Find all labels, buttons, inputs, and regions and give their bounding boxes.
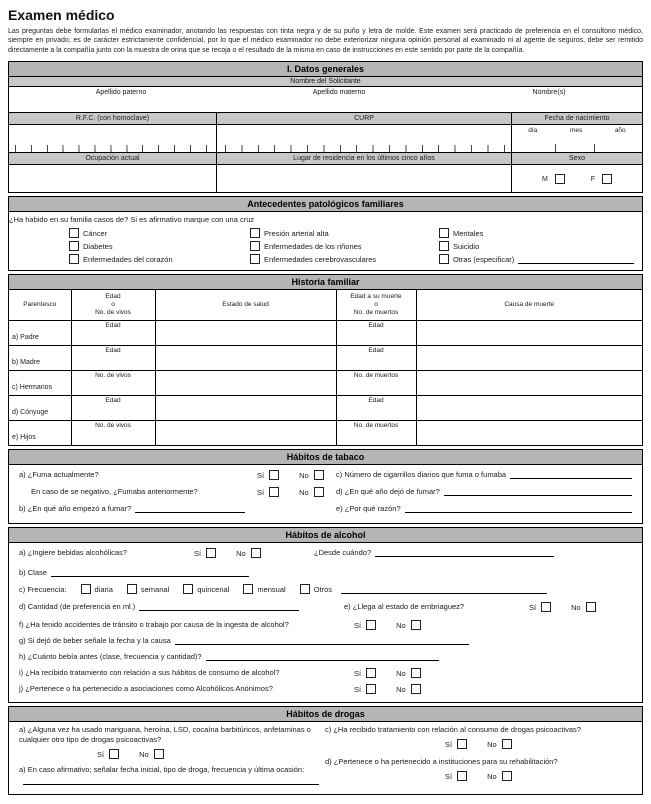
fuma-actualmente-label: a) ¿Fuma actualmente? <box>19 470 99 480</box>
suicidio-label: Suicidio <box>453 241 480 251</box>
section-historia-familiar <box>8 274 643 446</box>
section-alcohol <box>8 527 643 703</box>
parentesco-hijos: e) Hijos <box>9 420 71 445</box>
curp-header: CURP <box>216 113 511 124</box>
anio-label: año <box>614 127 626 135</box>
estado-salud-cell[interactable] <box>155 395 336 420</box>
presion-arterial-label: Presión arterial alta <box>264 228 329 238</box>
checkbox-diaria[interactable] <box>81 584 91 594</box>
embriaguez-si-no: Sí No <box>529 602 596 612</box>
edad-cell[interactable]: Edad <box>71 320 155 345</box>
apellido-materno-label: Apellido materno <box>312 89 366 97</box>
residencia-header: Lugar de residencia en los últimos cinco años <box>216 153 511 164</box>
tratamiento-drogas-si-no: Sí No <box>445 739 636 749</box>
causa-muerte-cell[interactable] <box>416 395 642 420</box>
caso-afirmativo-line[interactable] <box>23 776 319 785</box>
section-header-alcohol: Hábitos de alcohol <box>9 528 642 543</box>
no-checkbox[interactable] <box>411 684 421 694</box>
checkbox-quincenal[interactable] <box>183 584 193 594</box>
no-checkbox[interactable] <box>314 487 324 497</box>
si-checkbox[interactable] <box>457 739 467 749</box>
edad-muerte-cell[interactable]: No. de muertos <box>336 370 416 395</box>
accidentes-transito-si-no: Sí No <box>354 620 421 630</box>
frecuencia-label: c) Frecuencia: <box>19 584 67 594</box>
checkbox-suicidio[interactable] <box>439 241 449 251</box>
cantidad-line[interactable] <box>139 602 299 611</box>
section-header-drogas: Hábitos de drogas <box>9 707 642 722</box>
checkbox-cancer[interactable] <box>69 228 79 238</box>
parentesco-madre: b) Madre <box>9 345 71 370</box>
curp-character-ticks[interactable] <box>225 145 507 152</box>
edad-muerte-cell[interactable]: Edad <box>336 345 416 370</box>
si-checkbox[interactable] <box>206 548 216 558</box>
tratamiento-drogas-label: c) ¿Ha recibido tratamiento con relación al consumo de drogas psicoactivas? <box>325 725 581 735</box>
rehabilitacion-si-no: Sí No <box>445 771 636 781</box>
col-edad-muerte: Edad a su muerte o No. de muertos <box>336 290 416 320</box>
checkbox-otras[interactable] <box>439 254 449 264</box>
parentesco-padre: a) Padre <box>9 320 71 345</box>
anio-dejo-fumar-line[interactable] <box>444 487 632 496</box>
section-tabaco <box>8 449 643 524</box>
edad-cell[interactable]: No. de vivos <box>71 420 155 445</box>
drogas-left-column <box>9 725 319 789</box>
por-que-razon-group <box>336 504 632 513</box>
no-checkbox[interactable] <box>314 470 324 480</box>
uso-drogas-label: a) ¿Alguna vez ha usado mariguana, heroína, LSD, cocaína barbitúricos, anfetaminas o cualquier otro tipo de drogas psicoactivas? <box>19 725 311 745</box>
por-que-razon-label: e) ¿Por qué razón? <box>336 504 401 514</box>
cancer-label: Cáncer <box>83 228 108 238</box>
embriaguez-label: e) ¿Llega al estado de embriaguez? <box>344 602 465 612</box>
fumaba-anteriormente-label: En caso de se negativo, ¿Fumaba anteriormente? <box>31 487 198 497</box>
parentesco-conyuge: d) Cónyuge <box>9 395 71 420</box>
si-checkbox[interactable] <box>457 771 467 781</box>
rfc-character-ticks[interactable] <box>15 145 212 152</box>
fecha-separator-ticks <box>512 144 642 152</box>
edad-muerte-cell[interactable]: No. de muertos <box>336 420 416 445</box>
anio-empezo-fumar-label: b) ¿En qué año empezó a fumar? <box>19 504 132 514</box>
alcohol-body <box>9 543 642 702</box>
si-checkbox[interactable] <box>109 749 119 759</box>
estado-salud-cell[interactable] <box>155 370 336 395</box>
sexo-m-group <box>542 174 565 184</box>
residencia-input[interactable] <box>216 165 511 192</box>
rfc-header: R.F.C. (con homoclave) <box>9 113 216 124</box>
mentales-label: Mentales <box>453 228 484 238</box>
cigarrillos-diarios-label: c) Número de cigarrillos diarios que fuma o fumaba <box>336 470 507 480</box>
no-checkbox[interactable] <box>502 739 512 749</box>
si-checkbox[interactable] <box>366 620 376 630</box>
clase-group <box>19 568 249 577</box>
historia-row-hermanos <box>9 370 642 395</box>
edad-muerte-cell[interactable]: Edad <box>336 320 416 345</box>
ingiere-bebidas-si-no: Sí No <box>194 548 261 558</box>
dia-label: día <box>528 127 538 135</box>
nombres-label: Nombre(s) <box>532 89 566 97</box>
ocupacion-header: Ocupación actual <box>9 153 216 164</box>
historia-header-row <box>9 290 642 320</box>
checkbox-semanal[interactable] <box>127 584 137 594</box>
anio-dejo-fumar-group <box>336 487 632 496</box>
alcoholicos-anonimos-si-no: Sí No <box>354 684 421 694</box>
apellido-paterno-label: Apellido paterno <box>95 89 147 97</box>
drogas-right-column <box>319 725 642 789</box>
rfc-curp-fecha-headers <box>9 113 642 125</box>
tabaco-body <box>9 465 642 523</box>
no-checkbox[interactable] <box>411 668 421 678</box>
sexo-f-label: F <box>590 175 596 183</box>
no-checkbox[interactable] <box>154 749 164 759</box>
col-causa-muerte: Causa de muerte <box>416 290 642 320</box>
drogas-body <box>9 722 642 794</box>
mensual-label: mensual <box>257 584 286 594</box>
cuanto-bebia-label: h) ¿Cuánto bebía antes (clase, frecuencia y cantidad)? <box>19 652 202 662</box>
historia-row-madre <box>9 345 642 370</box>
diaria-label: diaria <box>94 584 113 594</box>
ocupacion-residencia-sexo-headers <box>9 153 642 165</box>
col-edad: Edad o No. de vivos <box>71 290 155 320</box>
ocupacion-input[interactable] <box>9 165 216 192</box>
checkbox-presion-arterial[interactable] <box>250 228 260 238</box>
por-que-razon-line[interactable] <box>405 504 632 513</box>
mes-label: mes <box>569 127 583 135</box>
dia-mes-anio-labels <box>512 125 642 134</box>
tratamiento-alcohol-label: i) ¿Ha recibido tratamiento con relación a sus hábitos de consumo de alcohol? <box>19 668 280 678</box>
desde-cuando-group <box>314 548 554 557</box>
otras-label: Otras (especificar) <box>453 254 515 264</box>
no-checkbox[interactable] <box>251 548 261 558</box>
parentesco-hermanos: c) Hermanos <box>9 370 71 395</box>
quincenal-label: quincenal <box>197 584 230 594</box>
ocupacion-residencia-sexo-inputs <box>9 165 642 192</box>
checkbox-mensual[interactable] <box>243 584 253 594</box>
section-header-historia-familiar: Historia familiar <box>9 275 642 290</box>
section-header-tabaco: Hábitos de tabaco <box>9 450 642 465</box>
si-checkbox[interactable] <box>366 668 376 678</box>
anio-dejo-fumar-label: d) ¿En qué año dejó de fumar? <box>336 487 440 497</box>
checkbox-rinones[interactable] <box>250 241 260 251</box>
fecha-nacimiento-input[interactable] <box>511 125 642 152</box>
section-datos-generales <box>8 61 643 193</box>
tratamiento-alcohol-si-no: Sí No <box>354 668 421 678</box>
nombre-solicitante-row[interactable] <box>9 87 642 113</box>
uso-drogas-si-no: Sí No <box>97 749 319 759</box>
checkbox-sexo-f[interactable] <box>602 174 612 184</box>
rinones-label: Enfermedades de los riñones <box>264 241 362 251</box>
diabetes-label: Diabetes <box>83 241 113 251</box>
semanal-label: semanal <box>140 584 170 594</box>
ingiere-bebidas-label: a) ¿Ingiere bebidas alcohólicas? <box>19 548 127 558</box>
fuma-actualmente-si-no: Sí No <box>257 470 324 480</box>
historia-row-hijos <box>9 420 642 445</box>
antecedentes-instruccion: Si es afirmativo marque con una cruz <box>130 215 255 225</box>
edad-cell[interactable]: Edad <box>71 345 155 370</box>
cuanto-bebia-line[interactable] <box>206 652 439 661</box>
section-header-antecedentes: Antecedentes patológicos familiares <box>9 197 642 212</box>
estado-salud-cell[interactable] <box>155 420 336 445</box>
si-checkbox[interactable] <box>541 602 551 612</box>
cuanto-bebia-group <box>19 652 439 661</box>
estado-salud-cell[interactable] <box>155 345 336 370</box>
sexo-f-group <box>591 174 612 184</box>
checkbox-enfermedades-corazon[interactable] <box>69 254 79 264</box>
desde-cuando-line[interactable] <box>375 548 554 557</box>
cigarrillos-diarios-line[interactable] <box>510 470 632 479</box>
sexo-input <box>511 165 642 192</box>
cantidad-label: d) Cantidad (de preferencia en ml.) <box>19 602 136 612</box>
rfc-input[interactable] <box>9 125 216 152</box>
intro-paragraph: Las preguntas debe formularlas el médico examinador, anotando las respuestas con tinta negra y de su puño y letra de molde. Este examen será practicado de preferencia en el consultorio médico, siempre en privado; es de carácter estrictamente confidencial, por lo que el médico examinador no debe exteriorizar ninguna opinión personal al examinado ni al agente de seguros, debe ser remitido directamente a la compañía junto con la muestra de orina que se recoja o el resultado de la misma en caso de instrucciones en este sentido por parte de la compañía. <box>8 28 643 54</box>
checkbox-otros[interactable] <box>300 584 310 594</box>
alcoholicos-anonimos-label: j) ¿Pertenece o ha pertenecido a asociaciones como Alcohólicos Anónimos? <box>19 684 273 694</box>
clase-line[interactable] <box>51 568 249 577</box>
causa-muerte-cell[interactable] <box>416 420 642 445</box>
otros-frecuencia-line[interactable] <box>341 585 547 594</box>
edad-muerte-cell[interactable]: Edad <box>336 395 416 420</box>
checkbox-cerebrovasculares[interactable] <box>250 254 260 264</box>
checkbox-mentales[interactable] <box>439 228 449 238</box>
checkbox-diabetes[interactable] <box>69 241 79 251</box>
rehabilitacion-label: d) ¿Pertenece o ha pertenecido a instituciones para su rehabilitación? <box>325 757 558 767</box>
si-checkbox[interactable] <box>269 487 279 497</box>
checkbox-sexo-m[interactable] <box>555 174 565 184</box>
frecuencia-group <box>19 584 547 594</box>
nombre-solicitante-header: Nombre del Solicitante <box>9 77 642 87</box>
cantidad-group <box>19 602 299 611</box>
dejo-beber-line[interactable] <box>175 636 469 645</box>
clase-label: b) Clase <box>19 568 47 578</box>
otras-especificar-line[interactable] <box>518 255 634 264</box>
curp-input[interactable] <box>216 125 511 152</box>
page-title: Examen médico <box>8 7 115 23</box>
caso-afirmativo-group <box>19 765 319 784</box>
desde-cuando-label: ¿Desde cuándo? <box>314 548 372 558</box>
no-checkbox[interactable] <box>502 771 512 781</box>
col-estado-salud: Estado de salud <box>155 290 336 320</box>
edad-cell[interactable]: No. de vivos <box>71 370 155 395</box>
antecedentes-pregunta: ¿Ha habido en su familia casos de? <box>9 215 129 225</box>
caso-afirmativo-label: a) En caso afirmativo; señalar fecha inicial, tipo de droga, frecuencia y última ocasión: <box>19 765 305 775</box>
sexo-m-label: M <box>541 175 548 183</box>
causa-muerte-cell[interactable] <box>416 345 642 370</box>
col-parentesco: Parentesco <box>9 290 71 320</box>
otros-label: Otros <box>313 584 333 594</box>
si-checkbox[interactable] <box>366 684 376 694</box>
causa-muerte-cell[interactable] <box>416 370 642 395</box>
si-checkbox[interactable] <box>269 470 279 480</box>
fecha-nacimiento-header: Fecha de nacimiento <box>511 113 642 124</box>
enfermedades-corazon-label: Enfermedades del corazón <box>83 254 173 264</box>
no-checkbox[interactable] <box>586 602 596 612</box>
anio-empezo-fumar-line[interactable] <box>135 504 245 513</box>
accidentes-transito-label: f) ¿Ha tenido accidentes de tránsito o trabajo por causa de la ingesta de alcohol? <box>19 620 289 630</box>
causa-muerte-cell[interactable] <box>416 320 642 345</box>
sexo-header: Sexo <box>511 153 642 164</box>
edad-cell[interactable]: Edad <box>71 395 155 420</box>
historia-row-padre <box>9 320 642 345</box>
estado-salud-cell[interactable] <box>155 320 336 345</box>
anio-empezo-fumar-group <box>19 504 309 513</box>
rfc-curp-fecha-inputs <box>9 125 642 153</box>
historia-familiar-table <box>9 290 642 445</box>
historia-row-conyuge <box>9 395 642 420</box>
antecedentes-body <box>9 212 642 270</box>
no-checkbox[interactable] <box>411 620 421 630</box>
section-antecedentes <box>8 196 643 271</box>
section-drogas <box>8 706 643 795</box>
cerebrovasculares-label: Enfermedades cerebrovasculares <box>264 254 377 264</box>
dejo-beber-group <box>19 636 469 645</box>
fumaba-anteriormente-si-no: Sí No <box>257 487 324 497</box>
section-header-datos-generales: I. Datos generales <box>9 62 642 77</box>
dejo-beber-label: g) Si dejó de beber señale la fecha y la causa <box>19 636 171 646</box>
cigarrillos-diarios-group <box>336 470 632 479</box>
